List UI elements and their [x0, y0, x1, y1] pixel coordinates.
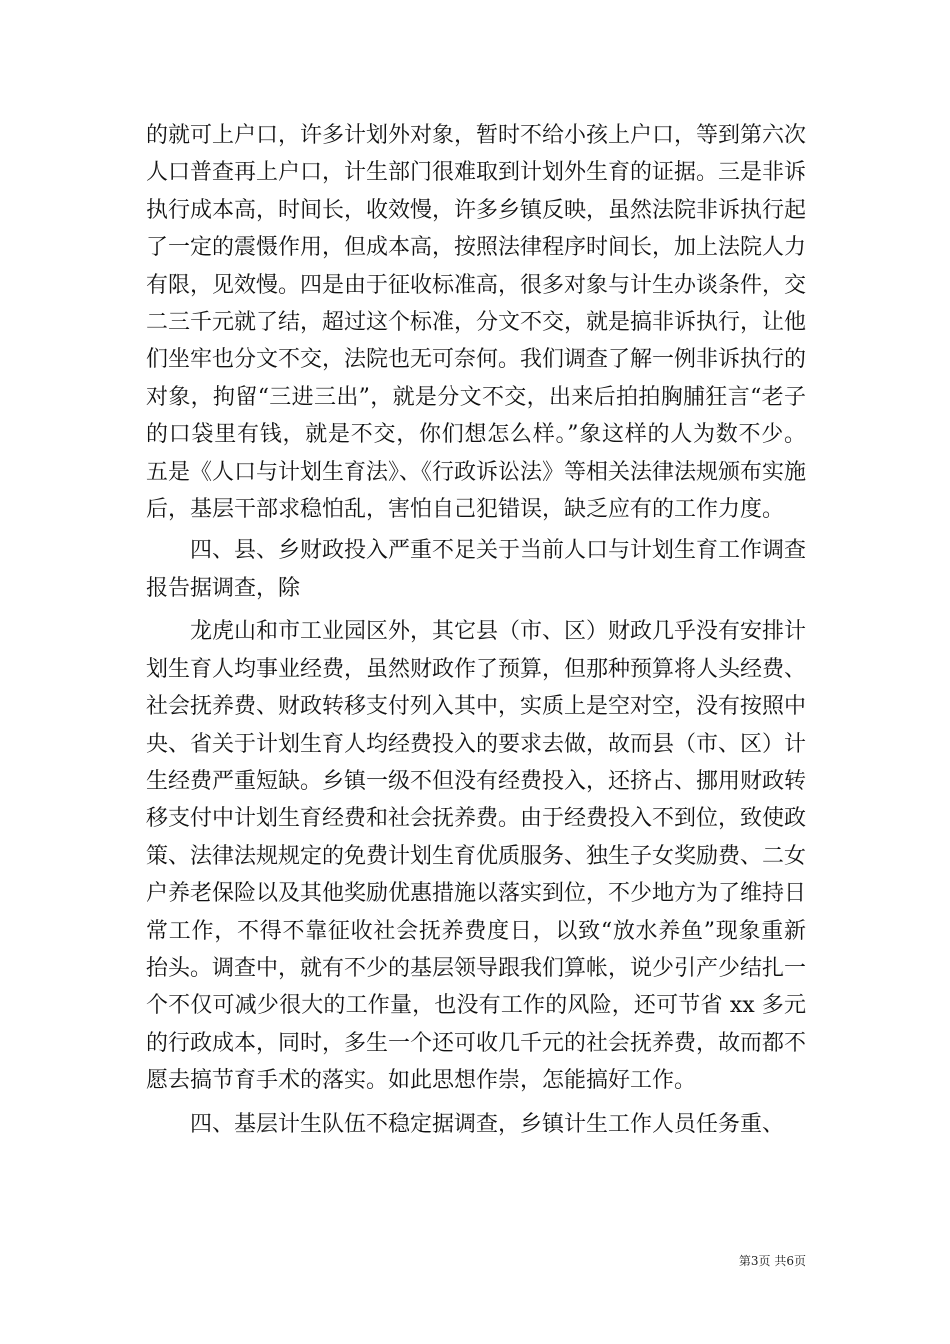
document-body [146, 117, 806, 1143]
paragraph-2: 四、县、乡财政投入严重不足关于当前人口与计划生育工作调查报告据调查，除 [146, 538, 807, 601]
page-number-footer: 第3页 共6页 [738, 1254, 806, 1268]
paragraph-4: 四、基层计生队伍不稳定据调查，乡镇计生工作人员任务重、 [190, 1111, 785, 1137]
paragraph-1: 的就可上户口，许多计划外对象，暂时不给小孩上户口，等到第六次人口普查再上户口，计生部门很难取到计划外生育的证据。三是非诉执行成本高，时间长，收效慢，许多乡镇反映，虽然法院非诉执行起了一定的震慑作用，但成本高，按照法律程序时间长，加上法院人力有限，见效慢。四是由于征收标准高，很多对象与计生办谈条件，交二三千元就了结，超过这个标准，分文不交，就是搞非诉执行，让他们坐牢也分文不交，法院也无可奈何。我们调查了解一例非诉执行的对象，拘留“三进三出”，就是分文不交，出来后拍拍胸脯狂言“老子的口袋里有钱，就是不交，你们想怎么样。”象这样的人为数不少。五是《人口与计划生育法》、《行政诉讼法》等相关法律法规颁布实施后，基层干部求稳怕乱，害怕自己犯错误，缺乏应有的工作力度。 [146, 123, 807, 523]
paragraph-3: 龙虎山和市工业园区外，其它县（市、区）财政几乎没有安排计划生育人均事业经费，虽然财政作了预算，但那种预算将人头经费、社会抚养费、财政转移支付列入其中，实质上是空对空，没有按照中央、省关于计划生育人均经费投入的要求去做，故而县（市、区）计生经费严重短缺。乡镇一级不但没有经费投入，还挤占、挪用财政转移支付中计划生育经费和社会抚养费。由于经费投入不到位，致使政策、法律法规规定的免费计划生育优质服务、独生子女奖励费、二女户养老保险以及其他奖励优惠措施以落实到位，不少地方为了维持日常工作，不得不靠征收社会抚养费度日，以致“放水养鱼”现象重新抬头。调查中，就有不少的基层领导跟我们算帐，说少引产少结扎一个不仅可减少很大的工作量，也没有工作的风险，还可节省 xx 多元的行政成本，同时，多生一个还可收几千元的社会抚养费，故而都不愿去搞节育手术的落实。如此思想作崇，怎能搞好工作。 [146, 619, 807, 1094]
